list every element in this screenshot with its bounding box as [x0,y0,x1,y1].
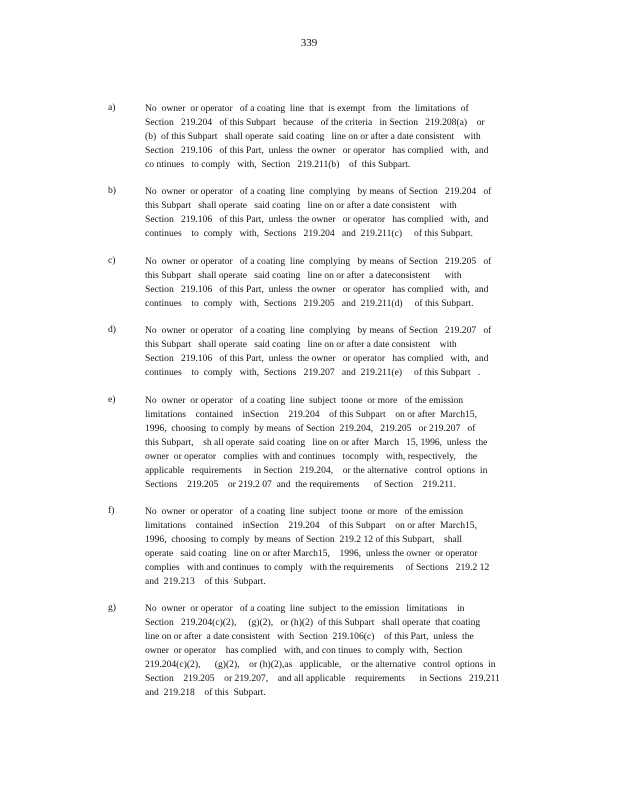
text-line: Section 219.205 or 219.207, and all applicable requirements in Sections 219.211 [145,673,500,684]
paragraph-label: f) [108,505,115,516]
text-line: No owner or operator of a coating line subject to the emission limitations in [145,603,465,614]
text-line: this Subpart, sh all operate said coating line on or after March 15, 1996, unless the [145,437,488,448]
text-line: 1996, choosing to comply by means of Section 219.2 12 of this Subpart, shall [145,534,463,545]
text-line: limitations contained inSection 219.204 of this Subpart on or after March15, [145,520,477,531]
text-line: Sections 219.205 or 219.2 07 and the requirements of Section 219.211. [145,479,456,490]
paragraph-text [145,394,545,492]
paragraph-d [108,324,548,380]
paragraph-text [145,602,545,700]
text-line: and 219.213 of this Subpart. [145,576,266,587]
paragraph-g [108,602,548,700]
text-line: line on or after a date consistent with Section 219.106(c) of this Part, unless the [145,631,474,642]
text-line: Section 219.204 of this Subpart because of the criteria in Section 219.208(a) or [145,117,485,128]
text-line: continues to comply with, Sections 219.205 and 219.211(d) of this Subpart. [145,298,474,309]
text-line: this Subpart shall operate said coating line on or after a date consistent with [145,200,457,211]
text-line: owner or operator has complied with, and con tinues to comply with, Section [145,645,463,656]
paragraph-c [108,255,548,311]
paragraph-a [108,102,548,172]
paragraph-label: c) [108,255,116,266]
paragraph-text [145,505,545,589]
text-line: Section 219.204(c)(2), (g)(2), or (h)(2) of this Subpart shall operate that coating [145,617,481,628]
paragraph-label: e) [108,394,116,405]
text-line: Section 219.106 of this Part, unless the owner or operator has complied with, and [145,214,489,225]
text-line: No owner or operator of a coating line complying by means of Section 219.207 of [145,325,492,336]
paragraph-text [145,102,545,172]
paragraph-f [108,505,548,589]
text-line: co ntinues to comply with, Section 219.211(b) of this Subpart. [145,159,411,170]
text-line: limitations contained inSection 219.204 of this Subpart on or after March15, [145,409,477,420]
text-line: continues to comply with, Sections 219.204 and 219.211(c) of this Subpart. [145,228,473,239]
paragraph-b [108,185,548,241]
text-line: 219.204(c)(2), (g)(2), or (h)(2),as applicable, or the alternative control options in [145,659,496,670]
text-line: No owner or operator of a coating line subject toone or more of the emission [145,506,464,517]
paragraph-text [145,185,545,241]
paragraph-label: b) [108,185,116,196]
text-line: this Subpart shall operate said coating line on or after a date consistent with [145,339,457,350]
text-line: complies with and continues to comply with the requirements of Sections 219.2 12 [145,562,490,573]
text-line: and 219.218 of this Subpart. [145,687,266,698]
text-line: No owner or operator of a coating line complying by means of Section 219.205 of [145,256,492,267]
paragraph-label: g) [108,602,116,613]
text-line: Section 219.106 of this Part, unless the owner or operator has complied with, and [145,284,489,295]
text-line: No owner or operator of a coating line that is exempt from the limitations of [145,103,469,114]
paragraph-text [145,255,545,311]
text-line: continues to comply with, Sections 219.207 and 219.211(e) of this Subpart . [145,367,481,378]
text-line: owner or operator complies with and continues tocomply with, respectively, the [145,451,478,462]
page-number: 339 [300,37,318,49]
text-line: (b) of this Subpart shall operate said coating line on or after a date consistent with [145,131,481,142]
text-line: operate said coating line on or after March15, 1996, unless the owner or operator [145,548,478,559]
paragraph-e [108,394,548,492]
text-line: No owner or operator of a coating line subject toone or more of the emission [145,395,464,406]
text-line: No owner or operator of a coating line complying by means of Section 219.204 of [145,186,492,197]
text-line: Section 219.106 of this Part, unless the owner or operator has complied with, and [145,353,489,364]
text-line: this Subpart shall operate said coating line on or after a dateconsistent with [145,270,462,281]
paragraph-text [145,324,545,380]
text-line: applicable requirements in Section 219.204, or the alternative control options in [145,465,488,476]
text-line: Section 219.106 of this Part, unless the owner or operator has complied with, and [145,145,489,156]
paragraph-label: d) [108,324,116,335]
paragraph-label: a) [108,102,116,113]
text-line: 1996, choosing to comply by means of Section 219.204, 219.205 or 219.207 of [145,423,476,434]
